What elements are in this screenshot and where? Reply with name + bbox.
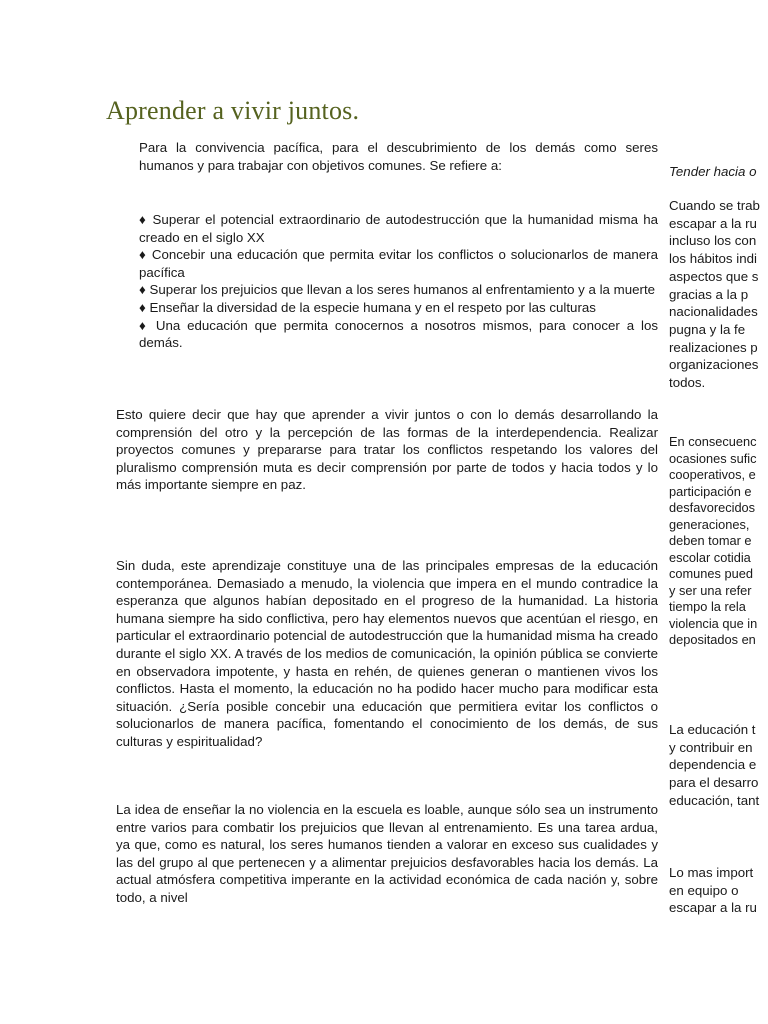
bullet-list (139, 211, 658, 352)
right-column-block (669, 721, 768, 810)
right-column-line: gracias a la p (669, 286, 749, 302)
bullet-item: ♦ Enseñar la diversidad de la especie humana y en el respeto por las culturas (139, 299, 596, 315)
right-column-block (669, 197, 768, 392)
right-column-line: Cuando se trab (669, 198, 760, 213)
right-column-line: cooperativos, e (669, 467, 756, 482)
right-column-line: generaciones, (669, 516, 750, 532)
right-column-line: para el desarro (669, 775, 759, 791)
body-paragraph: La idea de enseñar la no violencia en la escuela es loable, aunque sólo sea un instrumento entre varios para combatir los prejuicios que llevan al entrenamiento. Es una tarea ardua, ya que, como es natural, los seres humanos tienden a valorar en exceso sus cualidades y las del grupo al que pertenecen y a alimentar prejuicios desfavorables hacia los demás. La actual atmósfera competitiva imperante en la actividad económica de cada nación y, sobre todo, a nivel (116, 802, 658, 905)
body-paragraph: Esto quiere decir que hay que aprender a vivir juntos o con lo demás desarrollando la comprensión del otro y la percepción de las formas de la interdependencia. Realizar proyectos comunes y prepararse para tratar los conflictos respetando los valores del pluralismo comprensión muta es decir comprensión por parte de todos y hacia todos y lo más importante siempre en paz. (116, 407, 658, 493)
right-column-line: escapar a la ru (669, 215, 757, 231)
right-column-line: aspectos que s (669, 268, 759, 284)
right-column-line: depositados en (669, 632, 756, 647)
bullet-item: ♦ Una educación que permita conocernos a nosotros mismos, para conocer a los demás. (139, 317, 658, 351)
right-column-line: organizaciones (669, 357, 759, 373)
right-column-line: pugna y la fe (669, 321, 746, 337)
right-column-line: incluso los con (669, 233, 757, 249)
body-paragraph: Sin duda, este aprendizaje constituye una de las principales empresas de la educación contemporánea. Demasiado a menudo, la violencia que impera en el mundo contradice la esperanza que algunos habían depositado en el progreso de la humanidad. La historia humana siempre ha sido conflictiva, pero hay elementos nuevos que acentúan el riesgo, en particular el extraordinario potencial de autodestrucción que la humanidad misma ha creado durante el siglo XX. A través de los medios de comunicación, la opinión pública se convierte en observadora impotente, y hasta en rehén, de quienes generan o mantienen vivos los conflictos. Hasta el momento, la educación no ha podido hacer mucho para modificar esta situación. ¿Sería posible concebir una educación que permitiera evitar los conflictos o solucionarlos de manera pacífica, fomentando el conocimiento de los demás, de sus culturas y espiritualidad? (116, 558, 658, 749)
right-column-line: Lo mas import (669, 865, 754, 880)
right-column-line: comunes pued (669, 566, 753, 581)
right-column-line: En consecuenc (669, 434, 757, 449)
right-column-line: tiempo la rela (669, 599, 746, 614)
right-column-line: y ser una refer (669, 582, 752, 598)
right-column-line: deben tomar e (669, 533, 752, 548)
right-column-line: escapar a la ru (669, 900, 757, 916)
right-column-line: realizaciones p (669, 339, 758, 355)
right-column-block (669, 434, 768, 649)
intro-paragraph: Para la convivencia pacífica, para el descubrimiento de los demás como seres humanos y para trabajar con objetivos comunes. Se refiere a: (139, 140, 658, 173)
right-column-line: violencia que in (669, 615, 758, 631)
right-column-block (669, 864, 768, 917)
right-column-line: participación e (669, 483, 752, 499)
right-column-line: ocasiones sufic (669, 450, 757, 466)
right-column-line: los hábitos indi (669, 251, 757, 267)
right-column-line: desfavorecidos (669, 500, 756, 515)
right-column-line: La educación t (669, 722, 756, 737)
page-title: Aprender a vivir juntos. (106, 96, 360, 125)
right-column-line: en equipo o (669, 882, 739, 898)
right-column-line: todos. (669, 375, 706, 391)
right-column-line: dependencia e (669, 757, 757, 773)
right-column-line: educación, tant (669, 792, 760, 808)
right-column-heading: Tender hacia o (669, 164, 757, 179)
right-column-line: y contribuir en (669, 739, 753, 755)
right-column-line: nacionalidades (669, 304, 758, 320)
right-column-line: escolar cotidia (669, 549, 751, 565)
bullet-item: ♦ Concebir una educación que permita evitar los conflictos o solucionarlos de manera pacífica (139, 247, 658, 280)
bullet-item: ♦ Superar los prejuicios que llevan a los seres humanos al enfrentamiento y a la muerte (139, 282, 656, 298)
bullet-item: ♦ Superar el potencial extraordinario de autodestrucción que la humanidad misma ha creado en el siglo XX (139, 212, 658, 245)
